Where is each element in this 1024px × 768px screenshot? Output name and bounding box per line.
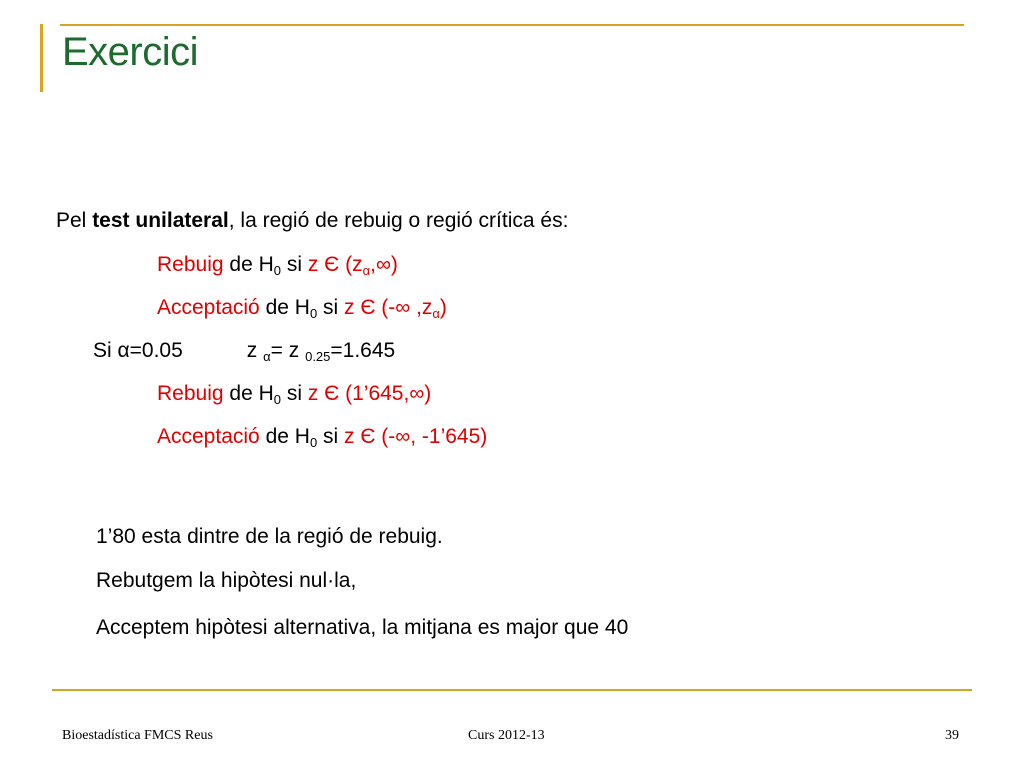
si-text: si — [317, 425, 345, 448]
top-rule — [60, 24, 964, 26]
intro-suffix: , la regió de rebuig o regió crítica és: — [228, 209, 569, 232]
alpha-subscript: α — [432, 306, 440, 321]
h-subscript: 0 — [309, 435, 318, 450]
conclusion-2: Rebutgem la hipòtesi nul·la, — [96, 569, 357, 592]
h-subscript: 0 — [273, 263, 281, 278]
critical-subscript: 0.25 — [305, 349, 331, 364]
de-h-text: de H — [223, 253, 274, 276]
general-reject-line — [157, 252, 398, 278]
footer-left: Bioestadística FMCS Reus — [62, 728, 213, 743]
accept-set-tail: ) — [439, 296, 447, 319]
specific-reject-line — [157, 381, 431, 407]
reject-set: z Є (z — [307, 253, 363, 276]
si-text: si — [317, 296, 345, 319]
accept-set: z Є (-∞ ,z — [344, 296, 433, 319]
alpha-subscript: α — [362, 263, 371, 278]
conclusion-1: 1’80 esta dintre de la regió de rebuig. — [96, 525, 443, 548]
intro-line — [56, 208, 568, 234]
reject-set: z Є (1’645,∞) — [307, 382, 432, 405]
conclusion-3: Acceptem hipòtesi alternativa, la mitjana es major que 40 — [96, 616, 629, 639]
equals-z: = z — [270, 339, 306, 362]
si-text: si — [281, 382, 308, 405]
left-rule — [40, 24, 43, 92]
bottom-rule — [52, 689, 972, 691]
reject-set-tail: ,∞) — [370, 253, 398, 276]
alpha-subscript: α — [263, 349, 271, 364]
de-h-text: de H — [259, 296, 310, 319]
de-h-text: de H — [259, 425, 310, 448]
accept-set: z Є (-∞, -1’645) — [344, 425, 488, 448]
footer-center: Curs 2012-13 — [468, 728, 545, 743]
accept-word: Acceptació — [157, 425, 260, 448]
alpha-line — [93, 338, 395, 364]
intro-bold: test unilateral — [92, 209, 229, 232]
intro-prefix: Pel — [56, 209, 93, 232]
general-accept-line — [157, 295, 447, 321]
si-text: si — [281, 253, 308, 276]
z-symbol: z — [246, 339, 264, 362]
de-h-text: de H — [223, 382, 274, 405]
h-subscript: 0 — [309, 306, 318, 321]
alpha-value: Si α=0.05 — [93, 339, 183, 362]
h-subscript: 0 — [273, 392, 281, 407]
critical-value: =1.645 — [330, 339, 396, 362]
page-number: 39 — [945, 728, 959, 743]
slide-title: Exercici — [62, 30, 199, 74]
reject-word: Rebuig — [157, 382, 224, 405]
accept-word: Acceptació — [157, 296, 260, 319]
reject-word: Rebuig — [157, 253, 224, 276]
specific-accept-line — [157, 424, 487, 450]
